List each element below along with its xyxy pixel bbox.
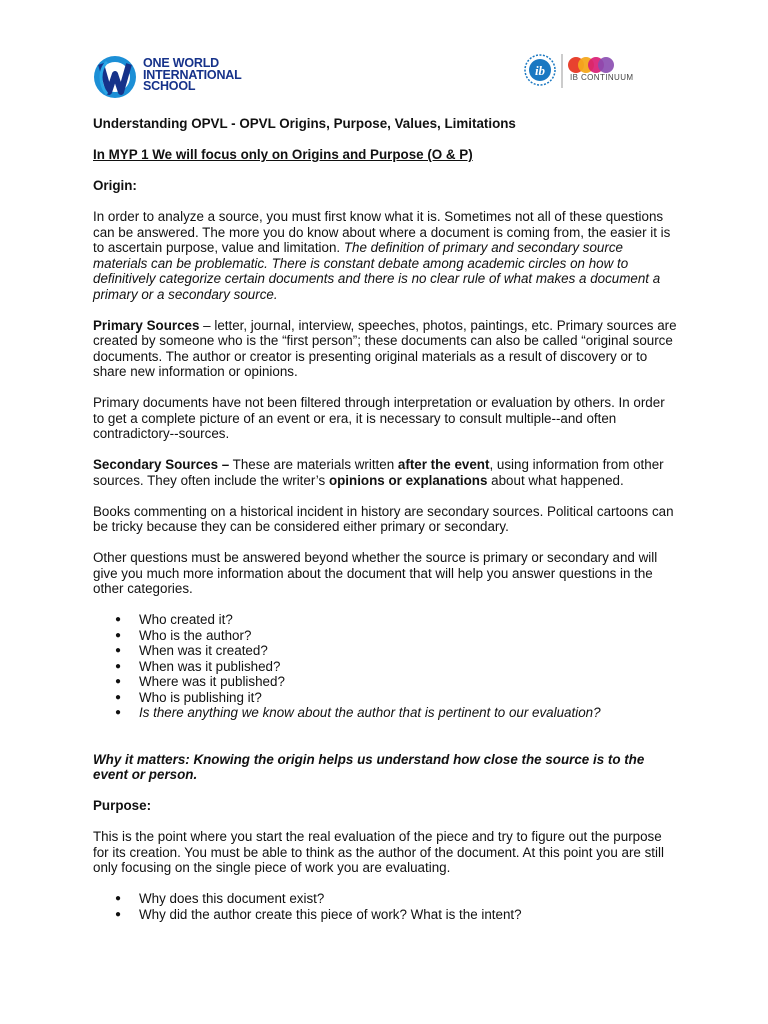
origin-text: In order to analyze a source, you must first know what it is. Sometimes not all of these questions can be answered. The more you do know about where a document is coming from, the easier it is to ascertain purpose, value and limitation.	[93, 209, 671, 255]
list-item: ● Why did the author create this piece of work? What is the intent?	[139, 907, 677, 923]
school-logo-text: ONE WORLD INTERNATIONAL SCHOOL	[143, 56, 242, 93]
primary-sources-label: Primary Sources	[93, 317, 200, 333]
secondary-bold-2: opinions or explanations	[328, 472, 488, 488]
document-title: Understanding OPVL - OPVL Origins, Purpose, Values, Limitations	[93, 116, 516, 131]
primary-sources-text: – letter, journal, interview, speeches, photos, paintings, etc. Primary sources are created by someone who is the “first person”; these documents can also be called “original source documents. The author or creator is presenting original materials as a result of discovery or to share new information or opinions.	[93, 317, 677, 379]
primary-documents-paragraph: Primary documents have not been filtered through interpretation or evaluation by others. In order to get a complete picture of an event or era, it is necessary to consult multiple--and often contradictory--sources.	[93, 395, 665, 441]
purpose-questions-list	[93, 891, 677, 922]
ib-continuum-label: IB CONTINUUM	[570, 73, 634, 82]
origin-questions-list	[93, 612, 677, 721]
purpose-paragraph: This is the point where you start the real evaluation of the piece and try to figure out the purpose for its creation. You must be able to think as the author of the document. At this point you are still only focusing on the single piece of work you are evaluating.	[93, 829, 664, 875]
origin-paragraph	[93, 209, 677, 302]
secondary-text-2: , using information from other sources. They often include the writer’s	[93, 457, 664, 488]
list-item: ● When was it created?	[139, 643, 677, 659]
other-questions-paragraph: Other questions must be answered beyond whether the source is primary or secondary and will give you much more information about the document that will help you answer questions in the other categories.	[93, 550, 658, 596]
ib-continuum-logo	[524, 52, 634, 90]
secondary-sources-label: Secondary Sources –	[93, 457, 230, 472]
spacer	[93, 736, 677, 752]
secondary-text-3: about what happened.	[487, 472, 624, 488]
why-it-matters: Why it matters: Knowing the origin helps us understand how close the source is to the event or person.	[93, 751, 645, 782]
secondary-bold-1: after the event	[397, 457, 490, 472]
list-item: ● When was it published?	[139, 659, 677, 675]
school-w-emblem-icon	[93, 54, 141, 100]
secondary-text-1: These are materials written	[229, 457, 398, 472]
list-item: ● Who created it?	[139, 612, 677, 628]
list-item: ● Who is publishing it?	[139, 690, 677, 706]
list-item: ● Where was it published?	[139, 674, 677, 690]
purpose-heading: Purpose:	[93, 798, 152, 813]
secondary-sources-paragraph	[93, 457, 677, 488]
svg-text:ib: ib	[534, 63, 546, 78]
list-item: ● Is there anything we know about the author that is pertinent to our evaluation?	[139, 705, 677, 721]
origin-italic-text: The definition of primary and secondary source materials can be problematic. There is constant debate among academic circles on how to definitively categorize certain documents and there is no clear rule of what makes a document a primary or a secondary source.	[93, 240, 661, 302]
ib-emblem-icon	[524, 52, 634, 90]
list-item: ● Who is the author?	[139, 628, 677, 644]
document-body	[93, 116, 677, 938]
origin-heading: Origin:	[93, 178, 137, 193]
one-world-school-logo	[93, 54, 263, 100]
document-subtitle: In MYP 1 We will focus only on Origins and Purpose (O & P)	[93, 147, 473, 162]
list-item: ● Why does this document exist?	[139, 891, 677, 907]
primary-sources-paragraph	[93, 318, 677, 380]
books-paragraph: Books commenting on a historical incident in history are secondary sources. Political cartoons can be tricky because they can be considered either primary or secondary.	[93, 503, 674, 534]
